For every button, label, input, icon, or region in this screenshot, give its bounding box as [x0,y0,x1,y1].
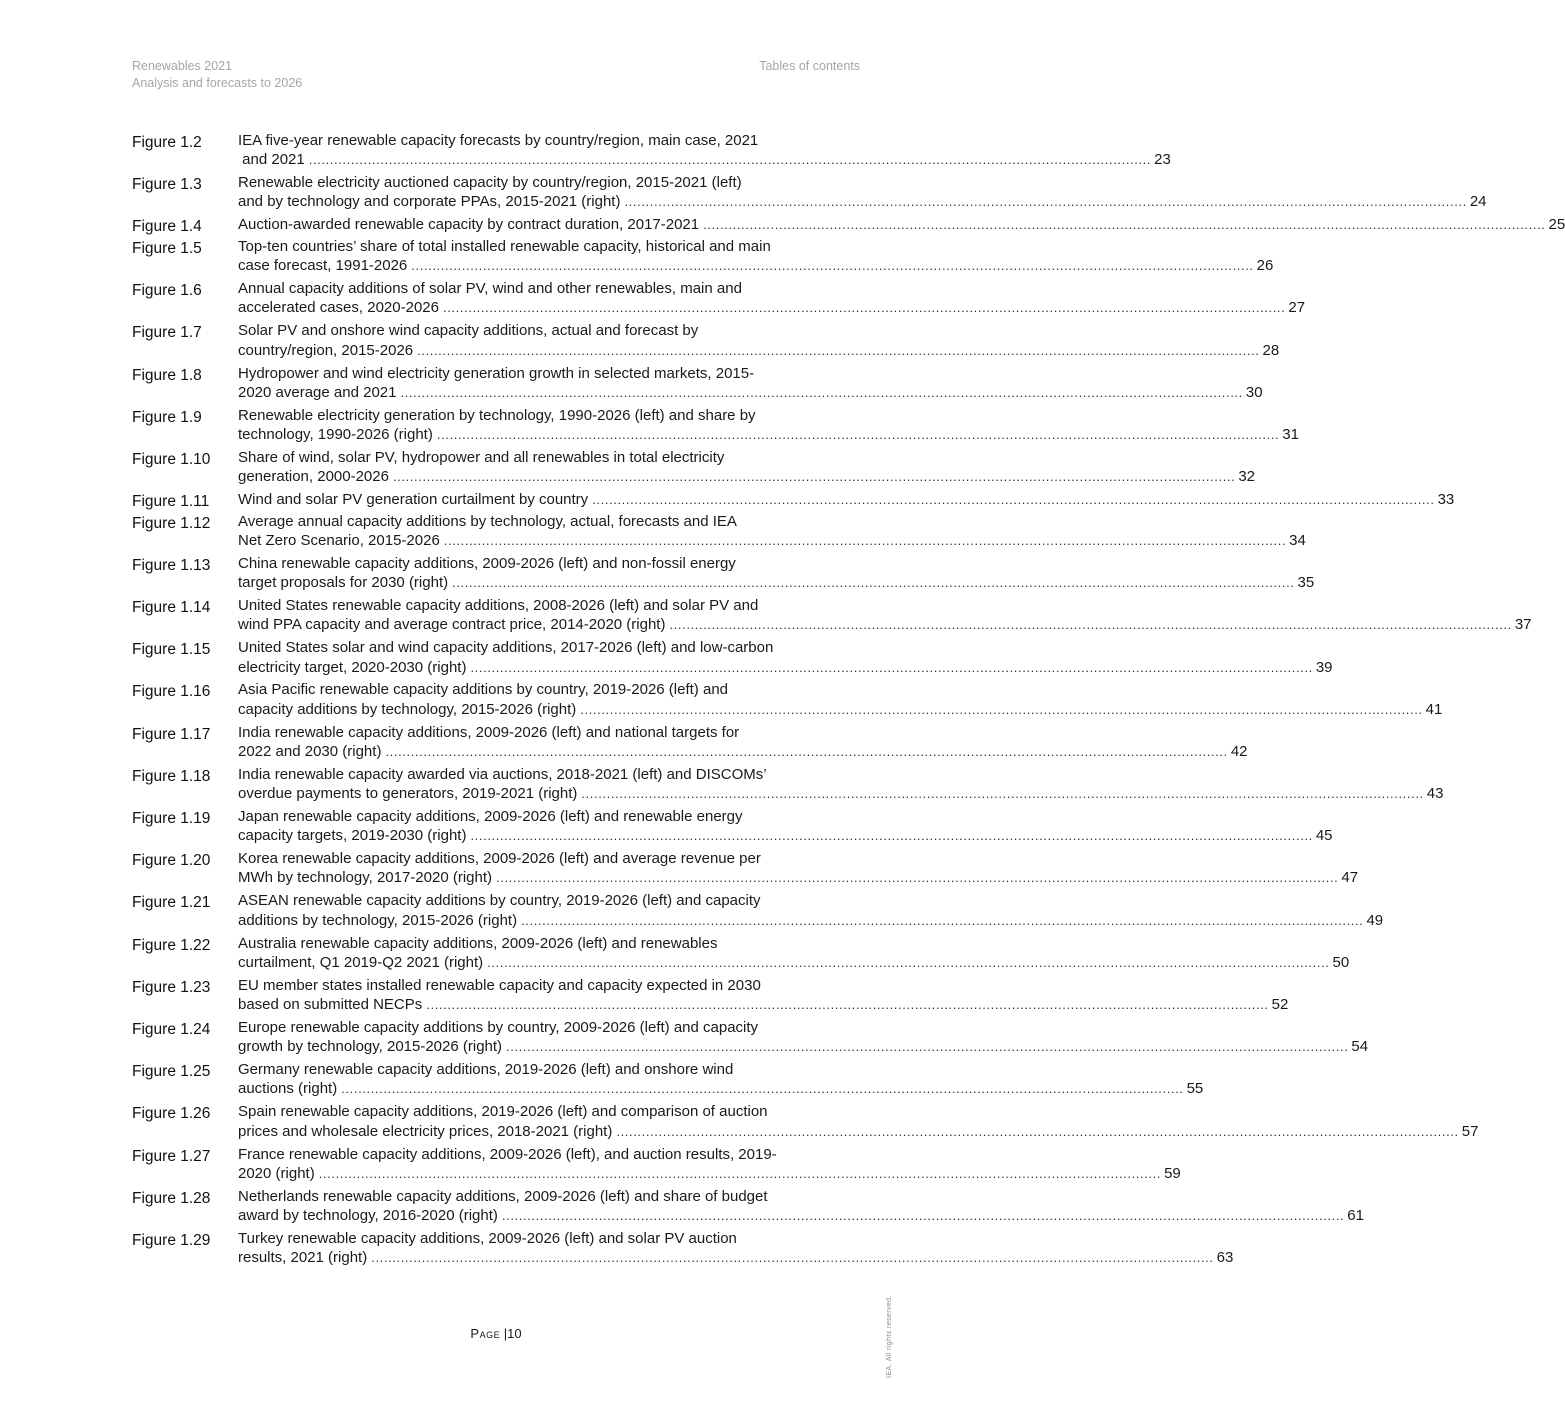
figure-number: Figure 1.11 [132,493,210,511]
figure-title-line: 2020 average and 2021 [238,383,397,401]
figure-title-line: results, 2021 (right) [238,1249,368,1267]
figure-number: Figure 1.6 [132,282,202,300]
figure-title-line: EU member states installed renewable capacity and capacity expected in 2030 [238,976,761,994]
figure-title-line: growth by technology, 2015-2026 (right) [238,1038,503,1056]
figure-title-line: IEA five-year renewable capacity forecasts by country/region, main case, 2021 [238,132,759,149]
dot-leader: ........................................................................................................................................................................................................ [487,954,1330,970]
toc-entry[interactable] [132,680,1443,719]
dot-leader: ........................................................................................................................................................................................................ [426,997,1269,1013]
figure-title-line: technology, 1990-2026 (right) [238,426,433,444]
dot-leader: ........................................................................................................................................................................................................ [616,1123,1459,1139]
figure-title-line: and 2021 [238,151,305,169]
toc-entry[interactable] [132,1187,1364,1226]
table-of-figures [132,131,1565,1271]
page-reference[interactable]: 35 [1297,574,1315,592]
figure-title-line: India renewable capacity awarded via auctions, 2018-2021 (left) and DISCOMs’ [238,765,767,783]
page-reference[interactable]: 54 [1351,1038,1369,1056]
figure-title-line: based on submitted NECPs [238,996,423,1014]
toc-entry[interactable] [132,723,1248,762]
page-reference[interactable]: 24 [1469,193,1487,211]
figure-title-line: overdue payments to generators, 2019-2021 (right) [238,785,578,803]
figure-title-line: China renewable capacity additions, 2009-2026 (left) and non-fossil energy [238,554,736,572]
figure-title-line: Spain renewable capacity additions, 2019-2026 (left) and comparison of auction [238,1103,768,1121]
figure-title-line: Renewable electricity auctioned capacity by country/region, 2015-2021 (left) [238,174,742,192]
figure-title-line: Renewable electricity generation by technology, 1990-2026 (left) and share by [238,406,756,424]
figure-title-line: accelerated cases, 2020-2026 [238,299,439,317]
page-reference[interactable]: 33 [1437,491,1455,509]
page-word: Page [470,1326,501,1341]
dot-leader: ........................................................................................................................................................................................................ [496,870,1339,886]
figure-title-line: auctions (right) [238,1080,338,1098]
figure-title-line: capacity additions by technology, 2015-2026 (right) [238,700,577,718]
figure-title-line: electricity target, 2020-2030 (right) [238,658,467,676]
figure-title-line: Turkey renewable capacity additions, 2009-2026 (left) and solar PV auction [238,1229,737,1247]
figure-number: Figure 1.20 [132,852,211,870]
toc-entry[interactable] [132,891,1384,930]
dot-leader: ........................................................................................................................................................................................................ [385,743,1228,759]
figure-title-line: capacity targets, 2019-2030 (right) [238,827,467,845]
figure-title-line: Germany renewable capacity additions, 2019-2026 (left) and onshore wind [238,1061,734,1079]
figure-number: Figure 1.8 [132,366,202,384]
figure-title-line: Australia renewable capacity additions, 2009-2026 (left) and renewables [238,934,718,952]
dot-leader: ........................................................................................................................................................................................................ [417,342,1260,358]
dot-leader: ........................................................................................................................................................................................................ [436,427,1280,443]
figure-title-line: Top-ten countries’ share of total installed renewable capacity, historical and main [238,237,771,255]
figure-title-line: Korea renewable capacity additions, 2009-2026 (left) and average revenue per [238,850,761,868]
page-reference[interactable]: 27 [1288,299,1306,317]
dot-leader: ........................................................................................................................................................................................................ [442,300,1286,316]
dot-leader: ........................................................................................................................................................................................................ [411,258,1254,274]
page-reference[interactable]: 26 [1256,257,1274,275]
page-reference[interactable]: 43 [1426,785,1444,803]
figure-title-line: Auction-awarded renewable capacity by contract duration, 2017-2021 [238,216,700,234]
dot-leader: ........................................................................................................................................................................................................ [506,1039,1349,1055]
page-footer [0,1326,992,1341]
figure-number: Figure 1.26 [132,1105,211,1123]
dot-leader: ........................................................................................................................................................................................................ [470,659,1313,675]
figure-title-line: 2020 (right) [238,1164,315,1182]
report-title: Renewables 2021 [132,59,233,73]
dot-leader: ........................................................................................................................................................................................................ [392,469,1236,485]
page-reference[interactable]: 41 [1425,700,1443,718]
page-reference[interactable]: 52 [1271,996,1289,1014]
page-reference[interactable]: 28 [1262,341,1280,359]
dot-leader: ........................................................................................................................................................................................................ [308,152,1152,168]
running-header-right: Tables of contents [759,59,860,73]
toc-entry[interactable] [132,596,1532,635]
page-reference[interactable]: 32 [1238,468,1256,486]
running-header-left [132,58,302,92]
toc-entry[interactable] [132,131,1171,170]
figure-number: Figure 1.13 [132,556,211,574]
toc-entry[interactable] [132,448,1256,487]
dot-leader: ........................................................................................................................................................................................................ [341,1081,1184,1097]
dot-leader: ........................................................................................................................................................................................................ [318,1165,1162,1181]
figure-title-line: Asia Pacific renewable capacity additions by country, 2019-2026 (left) and [238,681,728,699]
page-reference[interactable]: 45 [1315,827,1333,845]
toc-entry[interactable] [132,321,1280,360]
dot-leader: ........................................................................................................................................................................................................ [703,217,1546,233]
page-reference[interactable]: 23 [1154,151,1171,169]
page-reference[interactable]: 34 [1289,531,1306,549]
figure-number: Figure 1.2 [132,134,202,151]
figure-title-line: Hydropower and wind electricity generation growth in selected markets, 2015- [238,364,755,382]
figure-title-line: generation, 2000-2026 [238,468,389,486]
figure-title-line: award by technology, 2016-2020 (right) [238,1206,498,1224]
figure-number: Figure 1.7 [132,324,202,342]
toc-entry[interactable] [132,849,1359,888]
figure-title-line: Solar PV and onshore wind capacity additions, actual and forecast by [238,322,699,340]
figure-title-line: Netherlands renewable capacity additions, 2009-2026 (left) and share of budget [238,1187,768,1205]
dot-leader: ........................................................................................................................................................................................................ [452,575,1295,591]
page-reference[interactable]: 47 [1341,869,1359,887]
dot-leader: ........................................................................................................................................................................................................ [592,492,1435,508]
page-reference[interactable]: 30 [1245,383,1263,401]
figure-number: Figure 1.10 [132,450,211,468]
dot-leader: ........................................................................................................................................................................................................ [581,786,1424,802]
figure-title-line: curtailment, Q1 2019-Q2 2021 (right) [238,953,484,971]
figure-number: Figure 1.18 [132,767,211,785]
figure-title-line: United States renewable capacity additions, 2008-2026 (left) and solar PV and [238,597,759,615]
report-subtitle: Analysis and forecasts to 2026 [132,76,303,90]
dot-leader: ........................................................................................................................................................................................................ [624,194,1467,210]
toc-entry[interactable] [132,512,1306,551]
figure-number: Figure 1.21 [132,894,211,912]
dot-leader: ........................................................................................................................................................................................................ [580,701,1423,717]
figure-number: Figure 1.24 [132,1020,211,1038]
figure-number: Figure 1.12 [132,514,211,532]
toc-entry[interactable] [132,237,1274,276]
toc-entry[interactable] [132,638,1333,677]
figure-number: Figure 1.14 [132,599,211,617]
figure-title-line: Europe renewable capacity additions by country, 2009-2026 (left) and capacity [238,1018,759,1036]
toc-entry[interactable] [132,1018,1369,1057]
toc-entry[interactable] [132,173,1487,212]
page-reference[interactable]: 57 [1461,1122,1479,1140]
toc-entry[interactable] [132,976,1289,1015]
dot-leader: ........................................................................................................................................................................................................ [501,1207,1345,1223]
figure-number: Figure 1.22 [132,936,211,954]
figure-title-line: 2022 and 2030 (right) [238,742,382,760]
dot-leader: ........................................................................................................................................................................................................ [669,617,1512,633]
page-reference[interactable]: 37 [1514,616,1532,634]
figure-number: Figure 1.27 [132,1147,211,1165]
figure-number: Figure 1.28 [132,1189,211,1207]
figure-number: Figure 1.3 [132,176,202,194]
page-separator: | [503,1326,508,1341]
figure-title-line: United States solar and wind capacity additions, 2017-2026 (left) and low-carbon [238,639,774,657]
figure-number: Figure 1.23 [132,978,211,996]
figure-number: Figure 1.4 [132,218,202,236]
toc-entry[interactable] [132,215,1565,236]
page-reference[interactable]: 42 [1230,742,1248,760]
toc-entry[interactable] [132,807,1333,846]
figure-number: Figure 1.9 [132,408,202,426]
figure-title-line: country/region, 2015-2026 [238,341,414,359]
toc-entry[interactable] [132,364,1263,403]
page-reference[interactable]: 63 [1216,1249,1234,1267]
page-reference[interactable]: 61 [1347,1206,1364,1224]
toc-entry[interactable] [132,1102,1479,1141]
toc-entry[interactable] [132,1229,1234,1268]
toc-entry[interactable] [132,279,1306,318]
figure-title-line: Wind and solar PV generation curtailment by country [238,491,589,509]
figure-title-line: target proposals for 2030 (right) [238,574,449,592]
figure-title-line: Net Zero Scenario, 2015-2026 [238,531,440,549]
figure-number: Figure 1.17 [132,725,211,743]
figure-title-line: Japan renewable capacity additions, 2009-2026 (left) and renewable energy [238,808,743,825]
figure-title-line: Average annual capacity additions by technology, actual, forecasts and IEA [238,512,737,530]
dot-leader: ........................................................................................................................................................................................................ [443,532,1287,548]
toc-entry[interactable] [132,406,1299,445]
page-reference[interactable]: 50 [1332,953,1350,971]
figure-title-line: Share of wind, solar PV, hydropower and all renewables in total electricity [238,448,725,466]
toc-entry[interactable] [132,765,1444,804]
rights-notice: IEA. All rights reserved. [886,1295,893,1378]
page-reference[interactable]: 49 [1366,911,1384,929]
toc-entry[interactable] [132,1145,1181,1184]
page-reference[interactable]: 25 [1548,216,1565,234]
figure-number: Figure 1.16 [132,683,211,701]
figure-number: Figure 1.5 [132,239,202,257]
toc-entry[interactable] [132,554,1315,593]
figure-title-line: prices and wholesale electricity prices, 2018-2021 (right) [238,1122,613,1140]
figure-title-line: Annual capacity additions of solar PV, wind and other renewables, main and [238,280,742,298]
figure-number: Figure 1.15 [132,641,211,659]
page-reference[interactable]: 55 [1186,1080,1204,1098]
figure-title-line: France renewable capacity additions, 2009-2026 (left), and auction results, 2019- [238,1145,777,1163]
figure-number: Figure 1.29 [132,1231,211,1249]
page-reference[interactable]: 39 [1315,658,1333,676]
page-reference[interactable]: 31 [1282,426,1299,444]
page-reference[interactable]: 59 [1164,1164,1181,1182]
dot-leader: ........................................................................................................................................................................................................ [521,912,1364,928]
page-number: 10 [507,1326,522,1341]
toc-entry[interactable] [132,1060,1204,1099]
figure-number: Figure 1.19 [132,810,211,827]
figure-title-line: MWh by technology, 2017-2020 (right) [238,869,493,887]
dot-leader: ........................................................................................................................................................................................................ [400,384,1243,400]
toc-entry[interactable] [132,490,1455,511]
figure-number: Figure 1.25 [132,1063,211,1081]
figure-title-line: wind PPA capacity and average contract price, 2014-2020 (right) [238,616,666,634]
dot-leader: ........................................................................................................................................................................................................ [470,828,1313,844]
dot-leader: ........................................................................................................................................................................................................ [371,1250,1214,1266]
toc-entry[interactable] [132,934,1350,973]
figure-title-line: ASEAN renewable capacity additions by country, 2019-2026 (left) and capacity [238,892,761,910]
figure-title-line: and by technology and corporate PPAs, 2015-2021 (right) [238,193,621,211]
figure-title-line: case forecast, 1991-2026 [238,257,408,275]
figure-title-line: additions by technology, 2015-2026 (right) [238,911,518,929]
figure-title-line: India renewable capacity additions, 2009-2026 (left) and national targets for [238,723,740,741]
